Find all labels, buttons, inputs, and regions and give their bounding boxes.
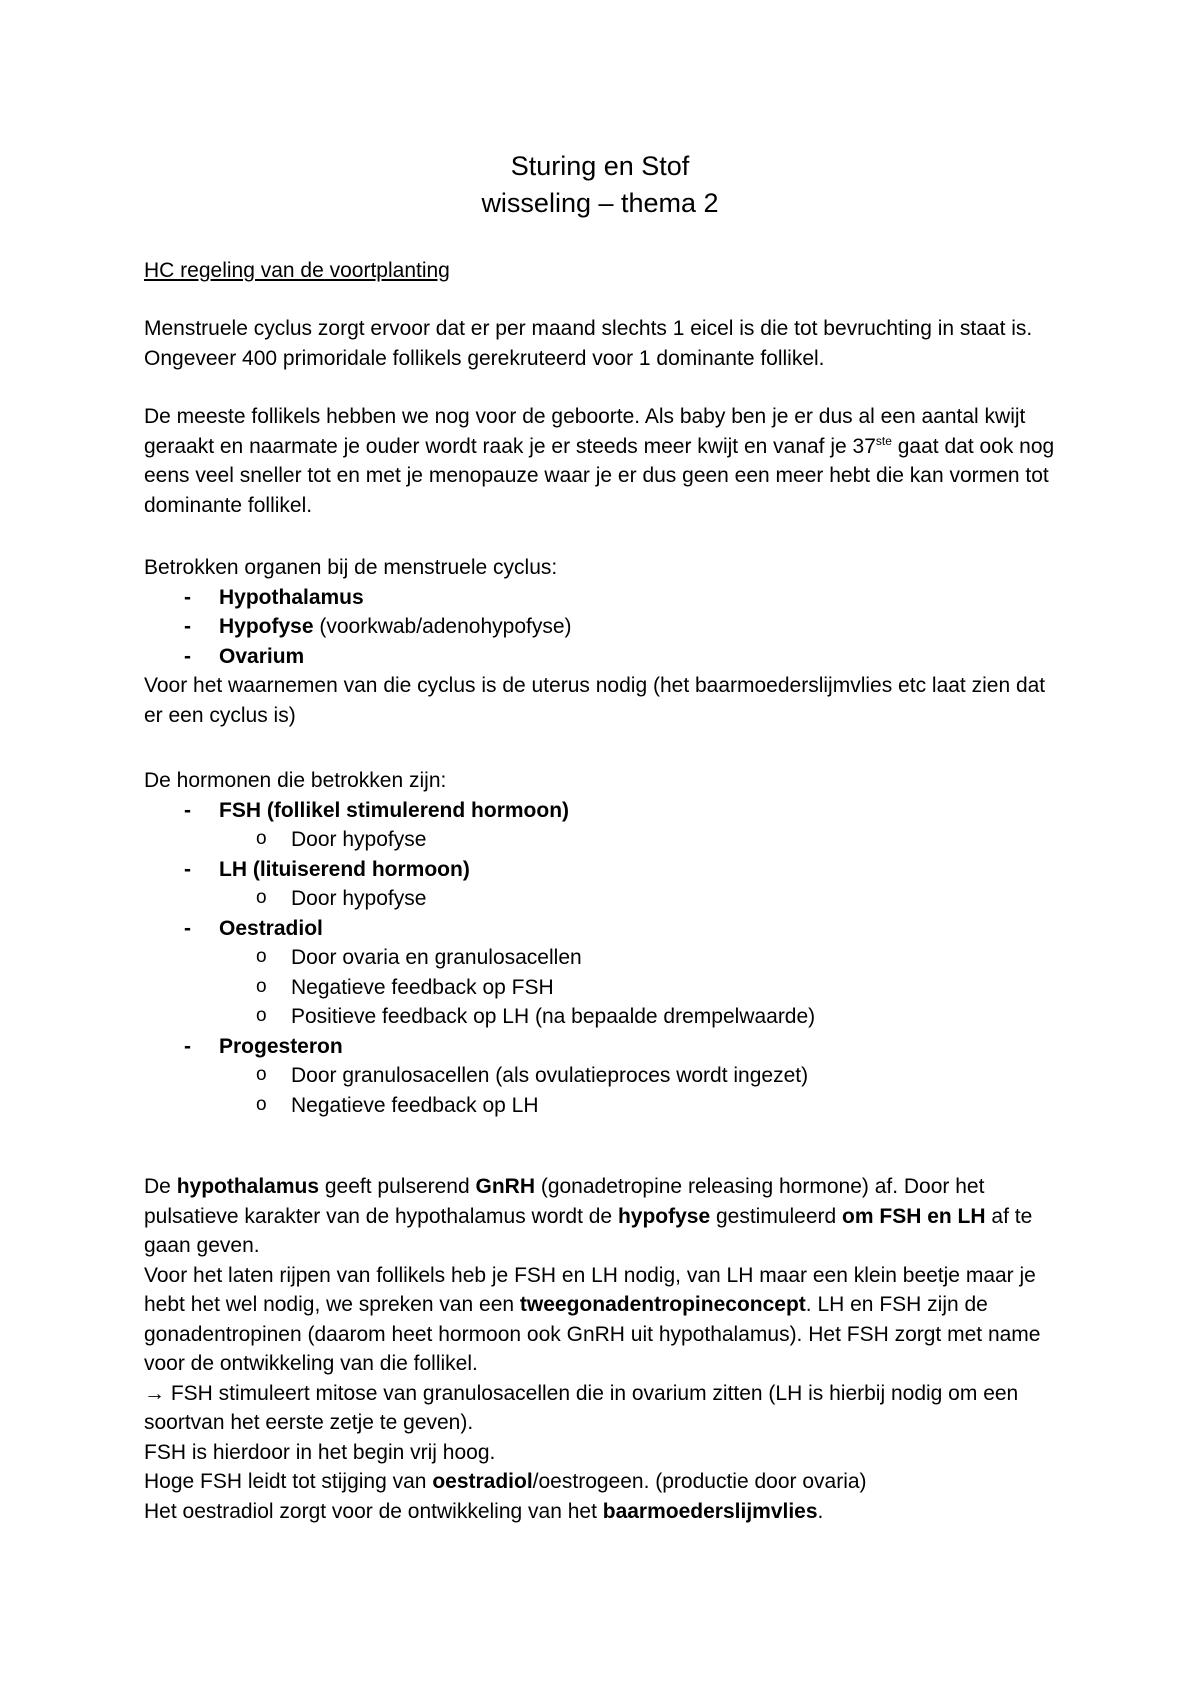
title-line-1: Sturing en Stof [510,151,690,181]
text-run: geeft pulserend [319,1175,476,1198]
list-item [144,612,1064,642]
section-heading: HC regeling van de voortplanting [144,259,450,282]
bold-term: GnRH [475,1175,535,1198]
hormone-name: Progesteron [219,1034,343,1058]
hormone-sublist [144,884,1064,914]
paragraph-follicles [144,402,1064,520]
organ-name: Hypofyse [219,615,314,638]
organs-intro: Betrokken organen bij de menstruele cyclus: [144,556,558,579]
para2-text-a: De meeste follikels hebben we nog voor de geboorte. Als baby ben je er dus al een aantal kwijt geraakt en naarmate je ouder wordt raak je er steeds meer kwijt en vanaf je 37 [144,405,1026,458]
list-item [144,642,1064,672]
title-line-2: wisseling – thema 2 [481,188,719,218]
para2-text-b: gaat dat ook nog eens veel sneller tot en met je menopauze waar je er dus geen een meer hebt die kan vormen tot dominante follikel. [144,434,1055,517]
organs-note: Voor het waarnemen van die cyclus is de uterus nodig (het baarmoederslijmvlies etc laat zien dat er een cyclus is) [144,674,1046,727]
text-run: . LH en FSH zijn de gonadentropinen (daarom heet hormoon ook GnRH uit hypothalamus). Het FSH zorgt met name voor de ontwikkeling van die follikel. [144,1293,1041,1375]
bold-term: hypofyse [617,1204,711,1228]
hormones-list [144,796,1064,1121]
organ-name: Hypothalamus [219,585,364,609]
bold-term: baarmoederslijmvlies [602,1499,818,1523]
hormone-sublist [144,943,1064,1032]
text-run: gestimuleerd [710,1204,843,1228]
bold-term: om FSH en LH [842,1204,986,1228]
text-run: (gonadetropine releasing hormone) af. Door het pulsatieve karakter van de hypothalamus wordt de [144,1175,985,1228]
paragraph-concept [144,1261,1064,1379]
list-item [144,583,1064,613]
page-title [0,148,1200,222]
organ-name: Ovarium [219,644,305,668]
sub-list-item: o Door hypofyse [144,884,1064,914]
bold-term: oestradiol [432,1470,533,1493]
sub-list-item: o Door granulosacellen (als ovulatieproces wordt ingezet) [144,1061,1064,1091]
text-run: Het oestradiol zorgt voor de ontwikkeling van het [144,1499,603,1523]
bold-term: hypothalamus [176,1175,320,1198]
hormones-intro: De hormonen die betrokken zijn: [144,769,447,792]
text-run: Hoge FSH leidt tot stijging van [144,1470,433,1493]
text-run: . [817,1499,824,1523]
text-run: /oestrogeen. (productie door ovaria) [532,1470,867,1493]
sub-list-item: o Door ovaria en granulosacellen [144,943,1064,973]
sub-list-item: o Door hypofyse [144,825,1064,855]
hormone-name: FSH (follikel stimulerend hormoon) [219,798,570,822]
paragraph-cycle: Menstruele cyclus zorgt ervoor dat er per maand slechts 1 eicel is die tot bevruchting in staat is. Ongeveer 400 primoridale follikels gerekruteerd voor 1 dominante follikel. [144,317,1033,370]
list-item [144,1032,1064,1121]
organs-section [144,553,1064,730]
text-run: Voor het laten rijpen van follikels heb je FSH en LH nodig, van LH maar een klein beetje maar je hebt het wel nodig, we spreken van een [144,1263,1036,1316]
paragraph-fsh-high: FSH is hierdoor in het begin vrij hoog. [144,1440,496,1464]
sub-list-item: o Negatieve feedback op LH [144,1091,1064,1121]
sub-list-item: o Negatieve feedback op FSH [144,973,1064,1003]
organs-list [144,583,1064,672]
paragraph-mitosis: → FSH stimuleert mitose van granulosacellen die in ovarium zitten (LH is hierbij nodig om een soortvan het eerste zetje te geven). [144,1381,1019,1434]
hormone-name: LH (lituiserend hormoon) [219,857,470,881]
hormone-sublist [144,825,1064,855]
text-run: De [144,1175,177,1198]
paragraph-block-regulation [144,1172,1064,1526]
hormones-section [144,766,1064,1120]
paragraph-endometrium [144,1497,1064,1527]
para2-superscript: ste [875,433,892,448]
hormone-sublist [144,1061,1064,1120]
text-run: af te gaan geven. [144,1204,1033,1257]
list-item [144,855,1064,914]
bold-term: tweegonadentropineconcept [519,1293,806,1316]
hormone-name: Oestradiol [219,916,323,940]
list-item [144,914,1064,1032]
organ-detail: (voorkwab/adenohypofyse) [313,615,572,638]
paragraph-gnrh [144,1172,1064,1261]
list-item [144,796,1064,855]
sub-list-item: o Positieve feedback op LH (na bepaalde drempelwaarde) [144,1002,1064,1032]
paragraph-oestradiol [144,1467,1064,1497]
